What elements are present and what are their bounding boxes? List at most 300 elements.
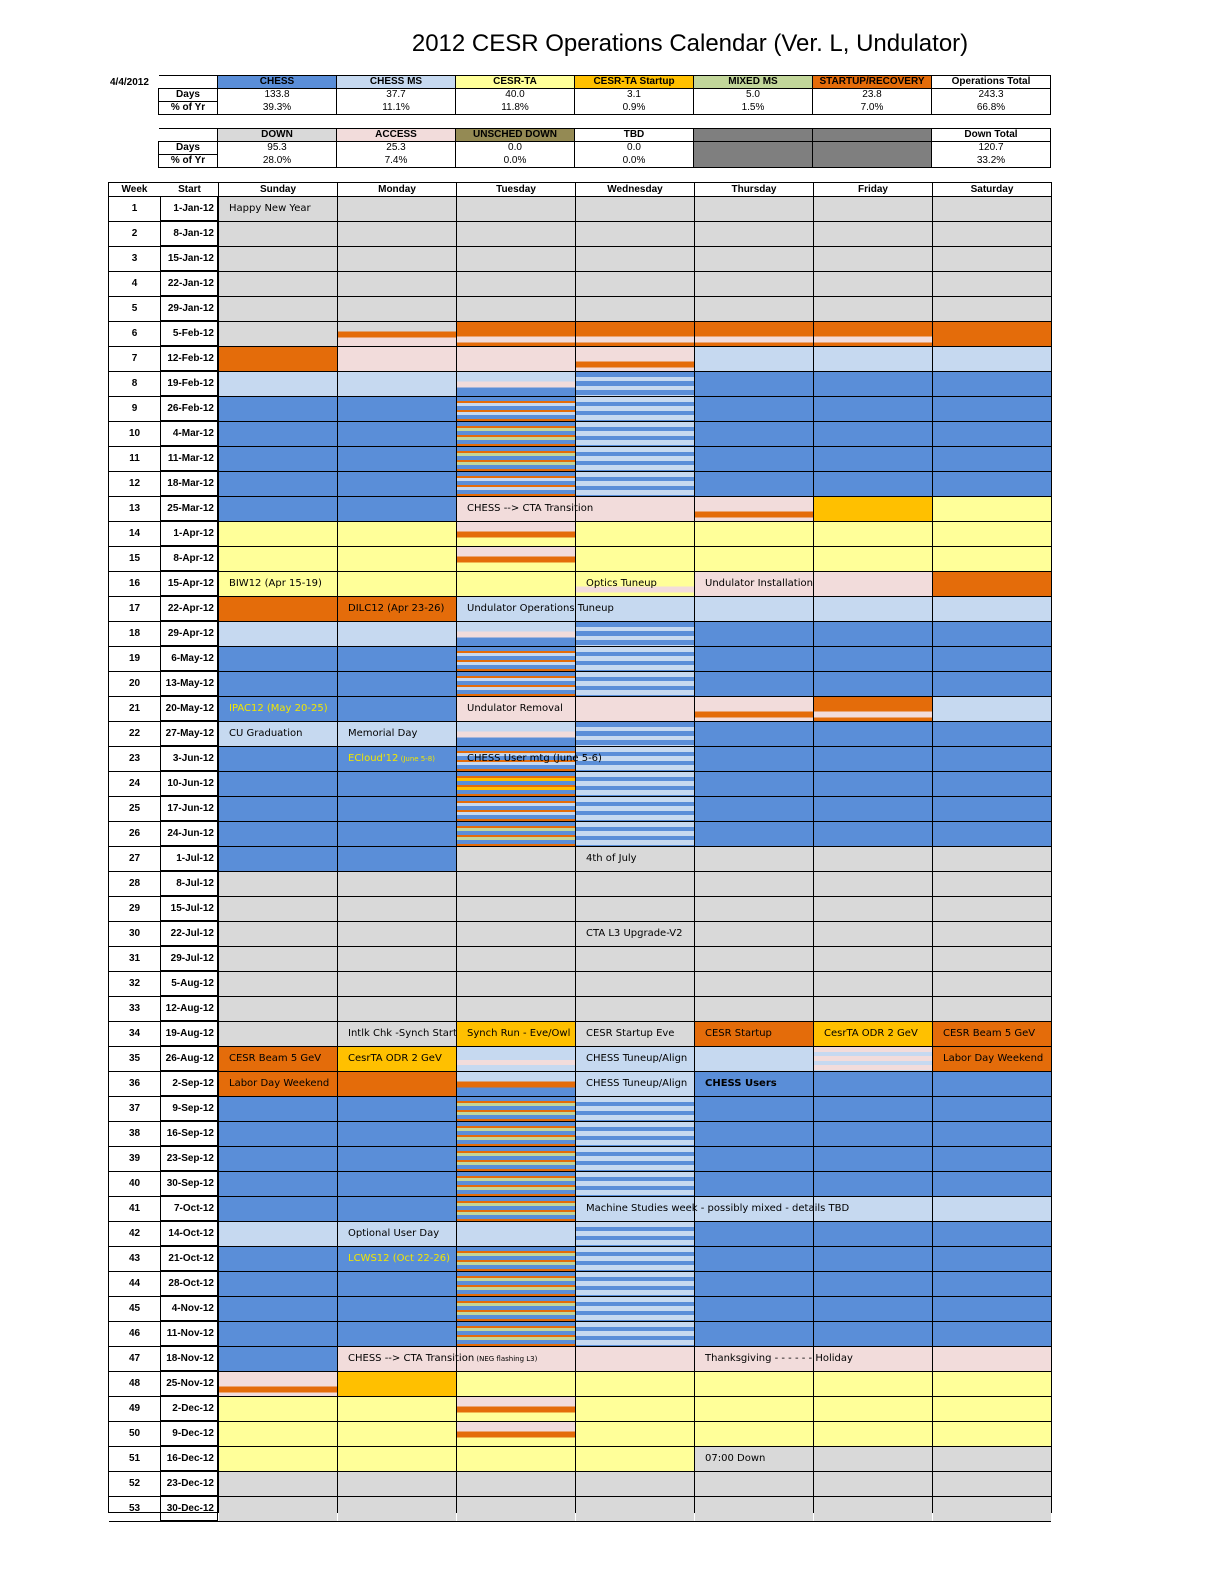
operations-calendar [108,182,1052,1513]
header-saturday: Saturday [970,184,1014,195]
header-week: Week [121,184,148,195]
day-cell [219,672,337,696]
grid-line [109,971,1051,972]
day-cell [338,1472,456,1496]
day-cell [576,197,694,221]
grid-line [109,646,1051,647]
day-cell [695,1372,813,1396]
day-cell [933,472,1051,496]
week-number: 33 [109,997,161,1022]
day-cell [814,1097,932,1121]
grid-line [109,1346,1051,1347]
week-start-date: 22-Jul-12 [161,922,218,946]
day-cell [814,522,932,546]
grid-line [218,183,219,1512]
day-cell [814,297,932,321]
week-number: 51 [109,1447,161,1472]
day-cell [219,1247,337,1271]
week-row [109,522,1051,547]
summary-value: 95.3 [218,142,337,155]
week-start-date: 29-Jul-12 [161,947,218,971]
day-cell [576,872,694,896]
day-cell [576,1147,694,1171]
day-cell [814,1297,932,1321]
day-cell [457,822,575,846]
day-cell [457,1322,575,1346]
header-monday: Monday [378,184,416,195]
day-cell [576,1372,694,1396]
grid-line [109,1021,1051,1022]
day-cell [933,797,1051,821]
day-cell [814,1147,932,1171]
grid-line [109,596,1051,597]
grid-line [109,671,1051,672]
week-number: 6 [109,322,161,347]
grid-line [109,221,1051,222]
day-cell [814,272,932,296]
day-cell [219,972,337,996]
day-cell [695,1172,813,1196]
week-number: 31 [109,947,161,972]
day-cell [576,697,694,721]
day-cell [338,1272,456,1296]
week-number: 44 [109,1272,161,1297]
legend-access: ACCESS [337,129,456,142]
grid-line [456,183,457,1512]
calendar-note: Undulator Removal [467,703,563,714]
day-cell [695,1147,813,1171]
day-cell [695,422,813,446]
day-cell [933,1372,1051,1396]
day-cell [576,972,694,996]
operations-summary-table [158,75,1051,115]
day-cell [814,697,932,721]
day-cell [814,472,932,496]
grid-line [109,721,1051,722]
day-cell [695,1497,813,1521]
day-cell [933,397,1051,421]
week-start-date: 15-Jan-12 [161,247,218,271]
week-number: 50 [109,1422,161,1447]
week-number: 39 [109,1147,161,1172]
week-start-date: 19-Aug-12 [161,1022,218,1046]
legend-cesr-ta: CESR-TA [456,76,575,89]
week-start-date: 8-Jan-12 [161,222,218,246]
day-cell [933,1097,1051,1121]
day-cell [338,1122,456,1146]
week-number: 7 [109,347,161,372]
week-row [109,672,1051,697]
summary-value: 23.8 [813,89,932,102]
day-cell [933,372,1051,396]
week-number: 43 [109,1247,161,1272]
day-cell [576,1272,694,1296]
day-cell [933,497,1051,521]
day-cell [219,1172,337,1196]
day-cell [814,847,932,871]
day-cell [695,1247,813,1271]
week-start-date: 29-Apr-12 [161,622,218,646]
day-cell [219,1472,337,1496]
day-cell [338,1447,456,1471]
day-cell [576,522,694,546]
day-cell [933,972,1051,996]
summary-value [813,142,932,155]
day-cell [814,872,932,896]
day-cell [576,1297,694,1321]
grid-line [109,1196,1051,1197]
week-start-date: 17-Jun-12 [161,797,218,821]
day-cell [814,1247,932,1271]
day-cell [219,997,337,1021]
week-row [109,647,1051,672]
day-cell [457,247,575,271]
day-cell [457,897,575,921]
day-cell [576,1172,694,1196]
grid-line [109,1371,1051,1372]
day-cell [695,622,813,646]
week-number: 46 [109,1322,161,1347]
day-cell [695,722,813,746]
day-cell [338,572,456,596]
week-start-date: 18-Mar-12 [161,472,218,496]
day-cell [457,322,575,346]
day-cell [457,472,575,496]
day-cell [219,1347,337,1371]
day-cell [814,997,932,1021]
day-cell [338,672,456,696]
day-cell [814,772,932,796]
day-cell [576,472,694,496]
grid-line [694,183,695,1512]
week-start-date: 5-Aug-12 [161,972,218,996]
day-cell [219,547,337,571]
grid-line [109,1096,1051,1097]
day-cell [933,1397,1051,1421]
day-cell [338,872,456,896]
day-cell [576,422,694,446]
day-cell [814,222,932,246]
summary-value [813,155,932,168]
day-cell [695,972,813,996]
day-cell [219,947,337,971]
day-cell [814,1322,932,1346]
day-cell [576,1447,694,1471]
day-cell [338,1147,456,1171]
day-cell [695,1222,813,1246]
week-start-date: 11-Nov-12 [161,1322,218,1346]
day-cell [933,672,1051,696]
week-number: 8 [109,372,161,397]
summary-value: 0.0 [456,142,575,155]
day-cell [695,297,813,321]
day-cell [814,422,932,446]
day-cell [814,447,932,471]
day-cell [457,722,575,746]
week-row [109,797,1051,822]
week-start-date: 24-Jun-12 [161,822,218,846]
calendar-note: Memorial Day [348,728,418,739]
day-cell [695,847,813,871]
grid-line [109,796,1051,797]
day-cell [457,622,575,646]
day-cell [814,722,932,746]
week-number: 34 [109,1022,161,1047]
day-cell [933,322,1051,346]
calendar-note: CESR Beam 5 GeV [943,1028,1036,1039]
day-cell [576,947,694,971]
grid-line [109,1071,1051,1072]
week-number: 11 [109,447,161,472]
calendar-note: Undulator Installation [705,578,813,589]
day-cell [933,1422,1051,1446]
week-number: 3 [109,247,161,272]
week-number: 30 [109,922,161,947]
day-cell [338,1372,456,1396]
week-row [109,897,1051,922]
day-cell [219,1422,337,1446]
day-cell [933,522,1051,546]
day-cell [695,272,813,296]
day-cell [695,1272,813,1296]
day-cell [695,1122,813,1146]
week-start-date: 16-Sep-12 [161,1122,218,1146]
week-row [109,622,1051,647]
day-cell [457,947,575,971]
week-number: 13 [109,497,161,522]
day-cell [219,872,337,896]
week-row [109,872,1051,897]
calendar-note: 07:00 Down [705,1453,766,1464]
week-number: 27 [109,847,161,872]
day-cell [457,647,575,671]
day-cell [814,822,932,846]
day-cell [457,1097,575,1121]
day-cell [338,1072,456,1096]
week-number: 41 [109,1197,161,1222]
day-cell [457,1222,575,1246]
summary-value: 0.0% [456,155,575,168]
day-cell [219,1022,337,1046]
day-cell [695,772,813,796]
week-start-date: 25-Nov-12 [161,1372,218,1396]
day-cell [576,547,694,571]
calendar-note: CesrTA ODR 2 GeV [824,1028,918,1039]
legend-blank [813,129,932,142]
week-start-date: 12-Aug-12 [161,997,218,1021]
week-row [109,1397,1051,1422]
header-thursday: Thursday [731,184,777,195]
day-cell [338,997,456,1021]
day-cell [576,647,694,671]
week-row [109,1172,1051,1197]
day-cell [219,372,337,396]
day-cell [695,497,813,521]
grid-line [109,1321,1051,1322]
week-row [109,1322,1051,1347]
day-cell [933,222,1051,246]
day-cell [338,922,456,946]
day-cell [338,247,456,271]
day-cell [338,522,456,546]
day-cell [576,297,694,321]
day-cell [695,1047,813,1071]
day-cell [457,1147,575,1171]
week-start-date: 16-Dec-12 [161,1447,218,1471]
day-cell [457,297,575,321]
header-tuesday: Tuesday [496,184,536,195]
week-number: 48 [109,1372,161,1397]
grid-line [109,296,1051,297]
day-cell [933,422,1051,446]
summary-value: 39.3% [218,102,337,115]
calendar-note: CESR Startup Eve [586,1028,675,1039]
week-number: 23 [109,747,161,772]
day-cell [457,972,575,996]
day-cell [814,1222,932,1246]
week-row [109,1097,1051,1122]
day-cell [338,372,456,396]
day-cell [695,447,813,471]
day-cell [814,1422,932,1446]
day-cell [457,572,575,596]
row-label-pct: % of Yr [159,102,218,115]
day-cell [338,1197,456,1221]
calendar-note: Labor Day Weekend [229,1078,330,1089]
week-start-date: 30-Dec-12 [161,1497,218,1521]
day-cell [219,1097,337,1121]
day-cell [695,947,813,971]
day-cell [695,797,813,821]
row-label-days: Days [159,142,218,155]
day-cell [338,1397,456,1421]
week-number: 53 [109,1497,161,1522]
report-date: 4/4/2012 [110,77,149,88]
day-cell [219,1322,337,1346]
day-cell [933,197,1051,221]
week-start-date: 15-Jul-12 [161,897,218,921]
day-cell [457,1422,575,1446]
week-start-date: 14-Oct-12 [161,1222,218,1246]
summary-value: 0.9% [575,102,694,115]
grid-line [109,196,1051,197]
day-cell [933,1297,1051,1321]
week-row [109,272,1051,297]
day-cell [933,1447,1051,1471]
day-cell [814,572,932,596]
week-number: 25 [109,797,161,822]
day-cell [933,297,1051,321]
calendar-note: ECloud'12 (June 5-8) [348,753,435,764]
day-cell [338,1172,456,1196]
grid-line [109,946,1051,947]
day-cell [457,272,575,296]
calendar-note: Labor Day Weekend [943,1053,1044,1064]
day-cell [219,1372,337,1396]
day-cell [695,372,813,396]
day-cell [457,847,575,871]
day-cell [219,1197,337,1221]
calendar-note: BIW12 (Apr 15-19) [229,578,322,589]
calendar-note: DILC12 (Apr 23-26) [348,603,445,614]
legend-unsched-down: UNSCHED DOWN [456,129,575,142]
day-cell [933,1197,1051,1221]
day-cell [457,1197,575,1221]
legend-cesr-ta-startup: CESR-TA Startup [575,76,694,89]
day-cell [219,347,337,371]
day-cell [219,222,337,246]
day-cell [814,1072,932,1096]
calendar-note: Intlk Chk -Synch Start [348,1028,457,1039]
day-cell [457,1447,575,1471]
calendar-note: CU Graduation [229,728,303,739]
week-number: 37 [109,1097,161,1122]
week-number: 38 [109,1122,161,1147]
week-start-date: 9-Sep-12 [161,1097,218,1121]
week-start-date: 20-May-12 [161,697,218,721]
week-start-date: 30-Sep-12 [161,1172,218,1196]
week-start-date: 28-Oct-12 [161,1272,218,1296]
week-row [109,947,1051,972]
week-start-date: 23-Dec-12 [161,1472,218,1496]
week-row [109,922,1051,947]
day-cell [695,1397,813,1421]
grid-line [109,421,1051,422]
calendar-header-row [109,183,1051,197]
week-number: 49 [109,1397,161,1422]
summary-value: 40.0 [456,89,575,102]
down-summary-table [158,128,1051,168]
day-cell [695,1322,813,1346]
week-start-date: 11-Mar-12 [161,447,218,471]
day-cell [695,222,813,246]
grid-line [109,821,1051,822]
grid-line [109,621,1051,622]
day-cell [933,872,1051,896]
calendar-note: LCWS12 (Oct 22-26) [348,1253,451,1264]
week-start-date: 4-Mar-12 [161,422,218,446]
day-cell [338,447,456,471]
grid-line [109,846,1051,847]
day-cell [457,1047,575,1071]
week-number: 42 [109,1222,161,1247]
legend-startup-recovery: STARTUP/RECOVERY [813,76,932,89]
week-row [109,847,1051,872]
week-number: 24 [109,772,161,797]
week-row [109,322,1051,347]
grid-line [109,1271,1051,1272]
day-cell [576,222,694,246]
grid-line [109,921,1051,922]
week-start-date: 23-Sep-12 [161,1147,218,1171]
day-cell [576,797,694,821]
week-start-date: 27-May-12 [161,722,218,746]
day-cell [219,497,337,521]
grid-line [813,183,814,1512]
day-cell [457,1272,575,1296]
day-cell [338,322,456,346]
day-cell [814,597,932,621]
day-cell [338,222,456,246]
day-cell [338,1322,456,1346]
week-row [109,1272,1051,1297]
calendar-note: CHESS Tuneup/Align [586,1078,688,1089]
day-cell [695,1472,813,1496]
week-start-date: 2-Sep-12 [161,1072,218,1096]
day-cell [695,522,813,546]
legend-chess: CHESS [218,76,337,89]
day-cell [695,322,813,346]
